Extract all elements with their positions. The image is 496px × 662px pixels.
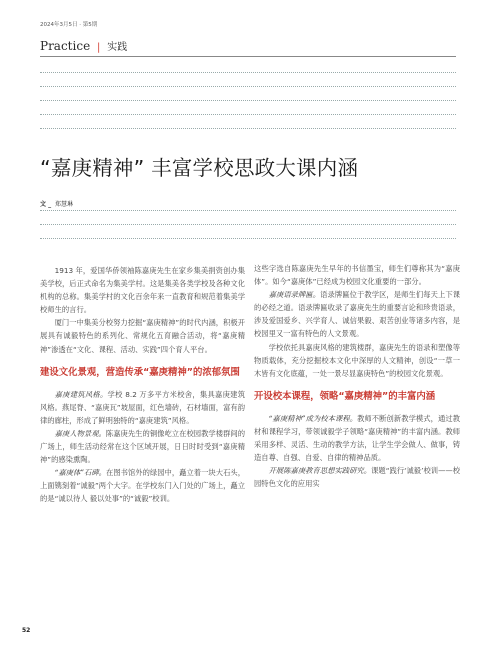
- paragraph: 1913 年，爱国华侨领袖陈嘉庚先生在家乡集美捐资创办集美学校，后正式命名为集美学村。这是集美各类学校及各种文化机构的总称。集美学村的文化百余年来一直教育和规范着集美学校师生的言行。: [40, 266, 245, 315]
- paragraph-body: 学校 8.2 万多平方米校舍，集具嘉庚建筑风格。燕尾脊、“嘉庚瓦”坡屋面，红色墙砖，石材墙面，富有韵律的廊柱，形成了鲜明独特的“嘉庚建筑”风格。: [40, 389, 246, 425]
- header-date: 2024年3月5日 · 第5期: [40, 22, 98, 28]
- article-title: “嘉庚精神” 丰富学校思政大课内涵: [40, 156, 359, 180]
- paragraph: [40, 388, 245, 427]
- paragraph-body: 课题“践行‘诚毅’校训——校园特色文化的应用实: [254, 466, 461, 489]
- section-heading: 建设文化景观，营造传承“嘉庚精神”的浓郁氛围: [40, 366, 240, 378]
- section-label-en: Practice: [40, 39, 91, 53]
- paragraph: [254, 412, 460, 464]
- author-name: 郑慧琳: [55, 201, 74, 208]
- dotted-divider: [40, 114, 456, 115]
- paragraph-body: 语录牌匾位于教学区，是师生们每天上下课的必经之道。语录牌匾收录了嘉庚先生的重要言论和珍贵语录，涉及爱国爱乡、兴学育人、诚信果毅、艰苦创业等诸多内容，是校园里又一富有特色的人文景观。: [254, 290, 461, 339]
- paragraph: [40, 427, 245, 466]
- paragraph-body: 在图书馆外的绿园中，矗立着一块大石头，上面镌刻着“诚毅”两个大字。在学校东门入门处的广场上，矗立的是“诚以待人 毅以处事”的“诚毅”校训。: [40, 468, 245, 504]
- paragraph-lead: 嘉庚语录牌匾。: [268, 290, 321, 300]
- paragraph-lead: 嘉庚人物景观。: [54, 428, 106, 438]
- byline: [40, 199, 73, 208]
- paragraph: [40, 466, 245, 505]
- paragraph-body: 陈嘉庚先生的铜像屹立在校园教学楼群间的广场上，师生活动经常在这个区域开展，日日时时受到“嘉庚精神”的感染熏陶。: [40, 428, 246, 465]
- paragraph: 学校依托具嘉庚风格的建筑楼群，嘉庚先生的语录和塑像等物质载体，充分挖掘校本文化中深厚的人文精神，创设“一草一木皆有文化底蕴，一处一景尽显嘉庚特色”的校园文化景观。: [254, 342, 460, 378]
- paragraph-lead: “嘉庚精神”成为校本课程。: [268, 413, 358, 423]
- section-label: [40, 38, 127, 53]
- paragraph-lead: 开展陈嘉庚教育思想实践研究。: [268, 466, 372, 476]
- header-rule: [40, 56, 456, 57]
- paragraph: [254, 464, 460, 490]
- left-column: [40, 264, 245, 506]
- section-heading: 开设校本课程，领略“嘉庚精神”的丰富内涵: [254, 390, 436, 402]
- paragraph: [254, 288, 460, 340]
- page-number: 52: [22, 627, 31, 634]
- dotted-divider: [40, 238, 456, 239]
- byline-mark: 文 _: [40, 201, 52, 208]
- paragraph-body: 教师不断创新教学模式，通过教材和课程学习，带领诚毅学子领略“嘉庚精神”的丰富内涵。教师采用多样、灵活、生动的教学方法，让学生学会做人、做事，铸造自尊、自强、自爱、自律的精神品质。: [254, 413, 460, 463]
- section-separator: |: [97, 42, 101, 53]
- right-column: [254, 262, 460, 490]
- paragraph-lead: “嘉庚体”石碑。: [54, 468, 106, 478]
- dotted-divider: [40, 128, 456, 129]
- paragraph: 这些字选自陈嘉庚先生早年的书信墨宝，师生们尊称其为“嘉庚体”。如今“嘉庚体”已经成为校园文化重要的一部分。: [254, 264, 460, 287]
- paragraph: 厦门一中集美分校努力挖掘“嘉庚精神”的时代内涵，积极开展具有诚毅特色的系列化、常规化五育融合活动，将“嘉庚精神”渗透在“文化、课程、活动、实践”四个育人平台。: [40, 318, 245, 354]
- section-label-zh: 实践: [107, 42, 128, 53]
- dotted-divider: [40, 210, 456, 211]
- dotted-divider: [40, 224, 456, 225]
- dotted-divider: [40, 100, 456, 101]
- dotted-divider: [40, 86, 456, 87]
- paragraph-lead: 嘉庚建筑风格。: [54, 389, 108, 399]
- dotted-divider: [40, 72, 456, 73]
